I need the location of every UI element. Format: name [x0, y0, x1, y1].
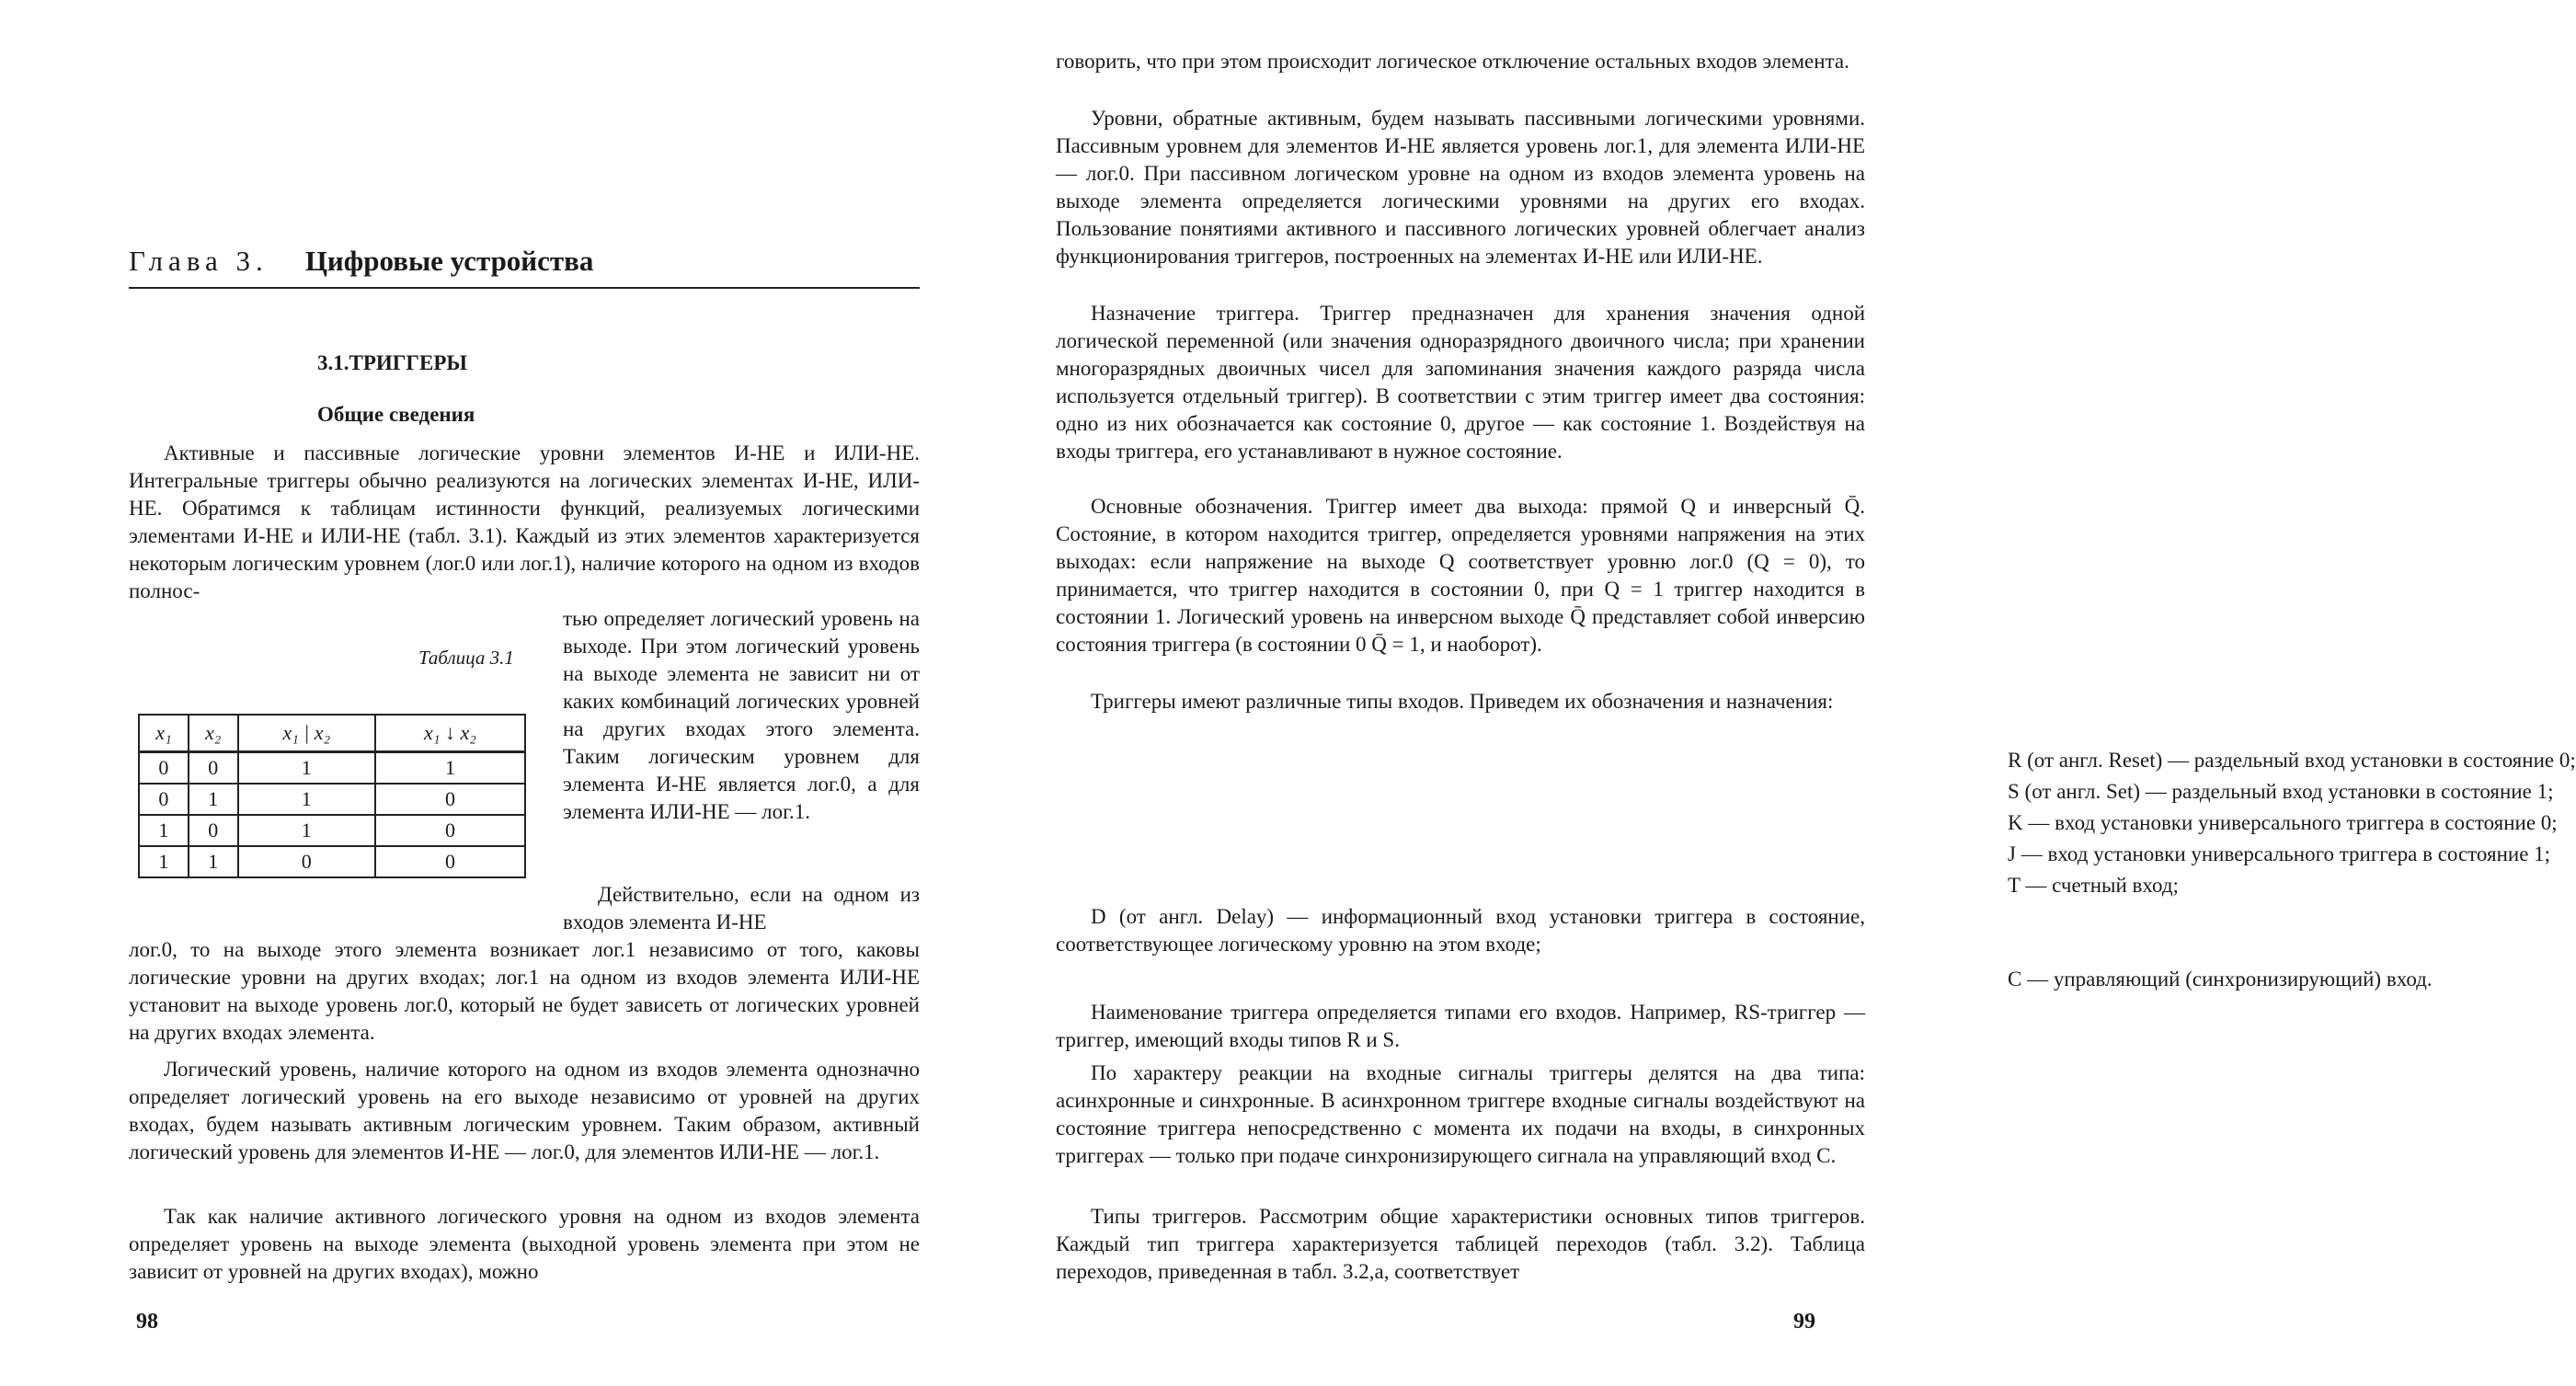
chapter-label: Глава 3. [129, 245, 269, 277]
list-item-d: D (от англ. Delay) — информационный вход установки триггера в состояние, соответствующее логическому уровню на этом входе; [1056, 905, 1865, 956]
paragraph-passive-levels: Уровни, обратные активным, будем называть пассивными логическими уровнями. Пассивным уровнем для элементов И-НЕ является уровень лог.1, для элемента ИЛИ-НЕ — лог.0. При пассивном логическом уровне на одном из входов элемента уровень на выходе элемента определяется логическими уровнями на других его входах. Пользование понятиями активного и пассивного логических уровней облегчает анализ функционирования триггеров, построенных на элементах И-НЕ или ИЛИ-НЕ. [1056, 107, 1865, 268]
paragraph-main-notation: Основные обозначения. Триггер имеет два выхода: прямой Q и инверсный Q̄. Состояние, в котором находится триггер, определяется уровнями напряжения на этих выходах: если напряжение на выходе Q соответствует уровню лог.0 (Q = 0), то принимается, что триггер находится в состоянии 0, при Q = 1 триггер находится в состоянии 1. Логический уровень на инверсном выходе Q̄ представляет собой инверсию состояния триггера (в состоянии 0 Q̄ = 1, и наоборот). [1056, 495, 1865, 656]
paragraph-side-continuation: Действительно, если на одном из входов элемента И-НЕ [563, 883, 920, 934]
table-cell: 1 [139, 815, 189, 846]
table-cell: 1 [238, 752, 375, 785]
table-cell: 0 [139, 784, 189, 815]
chapter-heading [129, 245, 920, 278]
left-page [0, 0, 952, 1386]
list-item-c: C — управляющий (синхронизирующий) вход. [2008, 968, 2433, 991]
table-cell: 1 [238, 784, 375, 815]
table-cell: 1 [189, 846, 238, 877]
table-cell: 0 [189, 815, 238, 846]
paragraph-async-sync: По характеру реакции на входные сигналы триггеры делятся на два типа: асинхронные и синхронные. В асинхронном триггере входные сигналы воздействуют на состояние триггера непосредственно с момента их подачи на входы, в синхронных триггерах — только при подаче синхронизирующего сигнала на управляющий вход C. [1056, 1061, 1865, 1167]
table-cell: 0 [375, 784, 525, 815]
table-cell: 0 [189, 752, 238, 785]
table-cell: 1 [139, 846, 189, 877]
chapter-rule [129, 287, 920, 289]
list-item-set: S (от англ. Set) — раздельный вход установки в состояние 1; [2008, 780, 2554, 803]
table-header-x1: x₁ [139, 715, 189, 752]
section-title: 3.1.ТРИГГЕРЫ [317, 351, 468, 374]
chapter-title: Цифровые устройства [304, 245, 594, 277]
page-number-left: 98 [136, 1310, 158, 1334]
paragraph-logical-disconnect: Так как наличие активного логического уровня на одном из входов элемента определяет уровень на выходе элемента (выходной уровень элемента при этом не зависит от уровней на других входах), можно [129, 1205, 920, 1283]
paragraph-bottom-continuation: лог.0, то на выходе этого элемента возникает лог.1 независимо от того, каковы логические уровни на других входах; лог.1 на одном из входов элемента ИЛИ-НЕ установит на выходе уровень лог.0, который не будет зависеть от логических уровней на других входах элемента. [129, 938, 920, 1044]
list-item-k: K — вход установки универсального триггера в состояние 0; [2008, 811, 2558, 834]
truth-table [138, 714, 526, 878]
subsection-title: Общие сведения [317, 403, 475, 426]
table-cell: 0 [375, 815, 525, 846]
table-row [139, 846, 525, 877]
paragraph-trigger-purpose: Назначение триггера. Триггер предназначен для хранения значения одной логической переменной (или значения одноразрядного двоичного числа; при хранении многоразрядных двоичных чисел для запоминания значения каждого разряда числа используется отдельный триггер). В соответствии с этим триггер имеет два состояния: одно из них обозначается как состояние 0, другое — как состояние 1. Воздействуя на входы триггера, его устанавливают в нужное состояние. [1056, 302, 1865, 463]
paragraph-continuation-top: говорить, что при этом происходит логическое отключение остальных входов элемента. [1056, 50, 1849, 73]
page-number-right: 99 [1793, 1310, 1815, 1334]
table-cell: 1 [238, 815, 375, 846]
paragraph-trigger-naming: Наименование триггера определяется типами его входов. Например, RS-триггер — триггер, имеющий входы типов R и S. [1056, 1001, 1865, 1051]
table-header-nor: x₁ ↓ x₂ [375, 715, 525, 752]
table-cell: 0 [375, 846, 525, 877]
list-item-reset: R (от англ. Reset) — раздельный вход установки в состояние 0; [2008, 749, 2576, 772]
right-page [952, 0, 2576, 1386]
table-row [139, 784, 525, 815]
table-caption: Таблица 3.1 [418, 647, 514, 669]
paragraph-side-column: тью определяет логический уровень на выходе. При этом логический уровень на выходе элемента не зависит ни от каких комбинаций логических уровней на других входах этого элемента. Таким логическим уровнем для элемента И-НЕ является лог.0, а для элемента ИЛИ-НЕ — лог.1. [563, 607, 920, 823]
table-header-x2: x₂ [189, 715, 238, 752]
paragraph-active-levels: Активные и пассивные логические уровни элементов И-НЕ и ИЛИ-НЕ. Интегральные триггеры обычно реализуются на логических элементах И-НЕ, ИЛИ-НЕ. Обратимся к таблицам истинности функций, реализуемых логическими элементами И-НЕ и ИЛИ-НЕ (табл. 3.1). Каждый из этих элементов характеризуется некоторым логическим уровнем (лог.0 или лог.1), наличие которого на одном из входов полнос- [129, 441, 920, 602]
table-cell: 1 [375, 752, 525, 785]
list-item-t: T — счетный вход; [2008, 874, 2179, 897]
table-row [139, 815, 525, 846]
table-row [139, 752, 525, 785]
paragraph-trigger-types: Типы триггеров. Рассмотрим общие характеристики основных типов триггеров. Каждый тип триггера характеризуется таблицей переходов (табл. 3.2). Таблица переходов, приведенная в табл. 3.2,а, соответствует [1056, 1205, 1865, 1283]
table-cell: 0 [139, 752, 189, 785]
table-header-nand: x₁ | x₂ [238, 715, 375, 752]
list-item-j: J — вход установки универсального триггера в состояние 1; [2008, 842, 2551, 865]
paragraph-input-types: Триггеры имеют различные типы входов. Приведем их обозначения и назначения: [1091, 690, 1834, 713]
paragraph-active-level-definition: Логический уровень, наличие которого на одном из входов элемента однозначно определяет логический уровень на его выходе независимо от уровней на других входах, будем называть активным логическим уровнем. Таким образом, активный логический уровень для элементов И-НЕ — лог.0, для элементов ИЛИ-НЕ — лог.1. [129, 1058, 920, 1163]
table-header-row [139, 715, 525, 752]
table-cell: 1 [189, 784, 238, 815]
table-cell: 0 [238, 846, 375, 877]
